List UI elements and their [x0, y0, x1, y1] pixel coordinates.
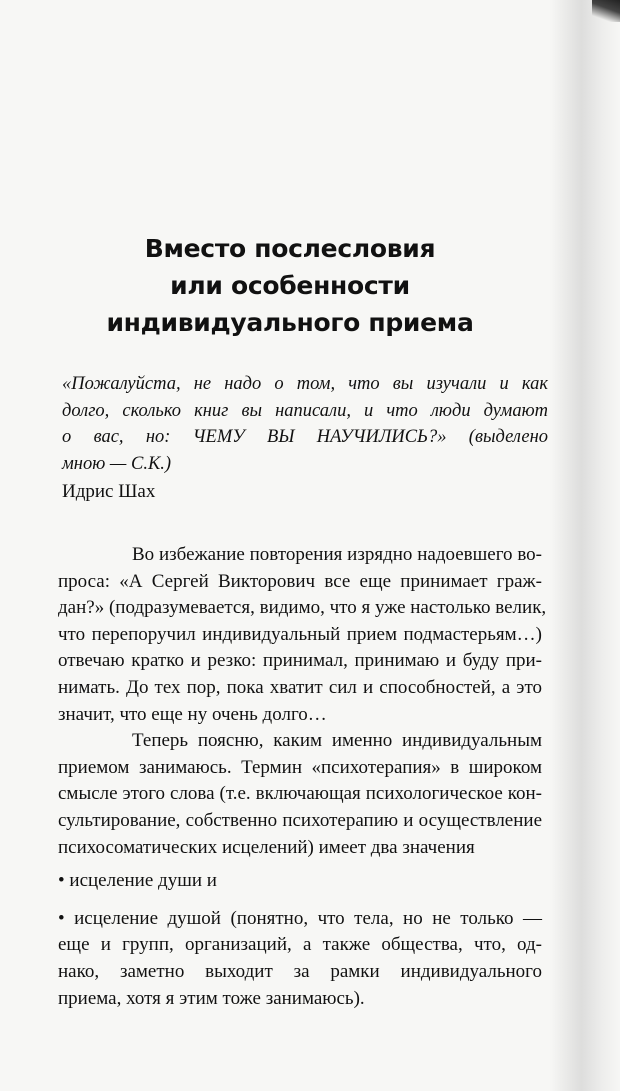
paragraph-line: Теперь поясню, каким именно индивидуальным	[132, 730, 542, 752]
chapter-title-line: Вместо послесловия	[144, 234, 436, 263]
bullet-line: • исцеление души и	[58, 870, 217, 892]
paragraph-line: Во избежание повторения изрядно надоевшего во-	[132, 544, 542, 565]
paragraph-line: дан?» (подразумевается, видимо, что я уже настолько велик,	[58, 597, 547, 619]
epigraph-author: Идрис Шах	[62, 481, 156, 502]
epigraph	[62, 371, 548, 477]
body-text	[58, 542, 547, 1012]
epigraph-line: долго, сколько книг вы написали, и что люди думают	[62, 400, 548, 421]
epigraph-line: о вас, но: ЧЕМУ ВЫ НАУЧИЛИСЬ?» (выделено	[62, 427, 548, 448]
bullet-line: приема, хотя я этим тоже занимаюсь).	[58, 987, 365, 1009]
paragraph-line: что перепоручил индивидуальный прием подмастерьям…)	[58, 623, 542, 645]
page-edge-shadow	[550, 0, 620, 1091]
epigraph-line: мною — С.К.)	[62, 453, 172, 474]
paragraph-line: приемом занимаюсь. Термин «психотерапия» в широком	[58, 756, 542, 778]
chapter-title-line: индивидуального приема	[106, 308, 474, 337]
paragraph	[58, 542, 547, 728]
epigraph-line: «Пожалуйста, не надо о том, что вы изучали и как	[62, 374, 548, 394]
bullet-line: • исцеление душой (понятно, что тела, но не только —	[58, 907, 542, 929]
paragraph	[58, 728, 542, 861]
chapter-title	[70, 230, 510, 341]
paragraph-line: отвечаю кратко и резко: принимал, принимаю и буду при-	[58, 650, 542, 672]
paragraph-line: психосоматических исцелений) имеет два значения	[58, 836, 475, 858]
paragraph-line: проса: «А Сергей Викторович все еще принимает граж-	[58, 570, 542, 592]
bullet-item	[58, 906, 542, 1012]
chapter-title-line: или особенности	[170, 271, 410, 300]
bullet-line: еще и групп, организаций, а также общества, что, од-	[58, 934, 542, 956]
page-corner-mark	[592, 0, 620, 22]
bullet-line: нако, заметно выходит за рамки индивидуального	[58, 960, 542, 982]
paragraph-line: сультирование, собственно психотерапию и осуществление	[58, 809, 542, 831]
paragraph-line: значит, что еще ну очень долго…	[58, 703, 327, 725]
bullet-item	[58, 868, 542, 895]
paragraph-line: смысле этого слова (т.е. включающая психологическое кон-	[58, 783, 542, 805]
paragraph-line: нимать. До тех пор, пока хватит сил и способностей, а это	[58, 676, 542, 698]
